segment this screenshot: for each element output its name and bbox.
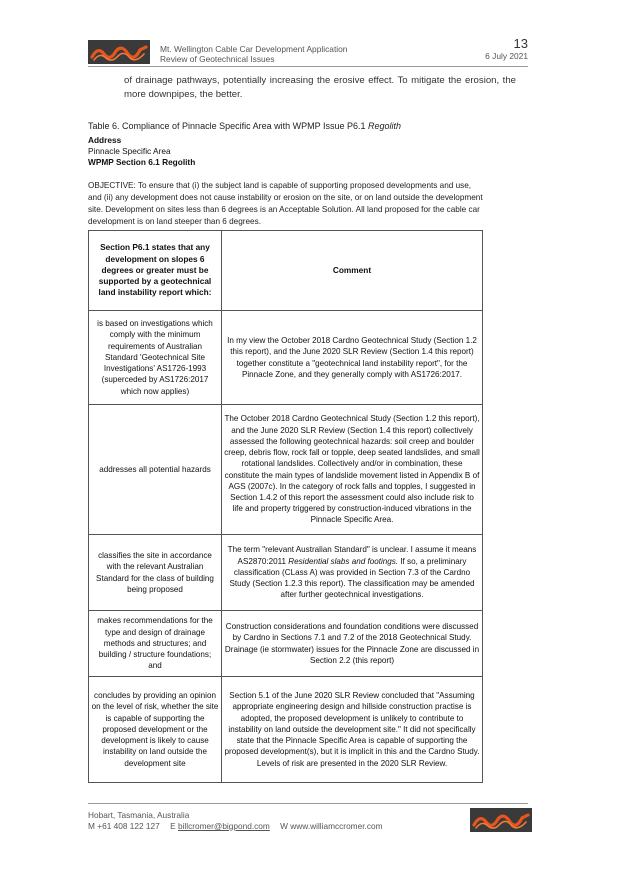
header-comment: Comment	[222, 231, 483, 311]
web-label: W	[280, 821, 288, 831]
header-divider	[88, 66, 528, 67]
comment-italic: Residential slabs and footings.	[288, 556, 399, 566]
table-row	[89, 611, 483, 677]
comment-cell: In my view the October 2018 Cardno Geotechnical Study (Section 1.2 this report), and the June 2020 SLR Review (Section 1.4 this report) together constitute a "geotechnical land instability report", for the Pinnacle Zone, and they generally comply with AS1726:2017.	[222, 311, 483, 405]
requirement-cell: classifies the site in accordance with the relevant Australian Standard for the class of building being proposed	[89, 535, 222, 611]
comment-cell	[222, 535, 483, 611]
table-row	[89, 535, 483, 611]
requirement-cell: addresses all potential hazards	[89, 405, 222, 535]
header-title	[160, 44, 347, 64]
header-requirement: Section P6.1 states that any development on slopes 6 degrees or greater must be supported by a geotechnical land instability report which:	[89, 231, 222, 311]
table-row	[89, 405, 483, 535]
table-meta	[88, 135, 488, 168]
table-row	[89, 311, 483, 405]
wave-logo-icon	[470, 808, 532, 832]
caption-prefix: Table 6. Compliance of Pinnacle Specific Area with WPMP Issue P6.1	[88, 121, 368, 131]
footer	[88, 810, 383, 832]
comment-cell: Section 5.1 of the June 2020 SLR Review concluded that "Assuming appropriate engineering design and hillside construction practise is adopted, the proposed development is unlikely to contribute to instability on land outside the development site." It did not specifically state that the Pinnacle Specific Area is capable of supporting the proposed development(s), but it is implicit in this and the Cardno Study. Levels of risk are presented in the 2020 SLR Review.	[222, 677, 483, 783]
address-value: Pinnacle Specific Area	[88, 146, 171, 156]
requirement-cell: concludes by providing an opinion on the level of risk, whether the site is capable of supporting the proposed development or the development is likely to cause instability on land outside the development site	[89, 677, 222, 783]
compliance-table	[88, 230, 483, 783]
objective-text: OBJECTIVE: To ensure that (i) the subject land is capable of supporting proposed developments and use, and (ii) any development does not cause instability or erosion on the site, or on land outside the development site. Development on sites less than 6 degrees is an Acceptable Solution. All land proposed for the cable car development is on land steeper than 6 degrees.	[88, 181, 483, 226]
wave-logo-icon	[88, 40, 150, 64]
footer-address: Hobart, Tasmania, Australia	[88, 810, 190, 820]
footer-contacts	[88, 821, 383, 832]
phone-number: +61 408 122 127	[97, 821, 160, 831]
requirement-cell: is based on investigations which comply with the minimum requirements of Australian Standard 'Geotechnical Site Investigations' AS1726-1993 (superceded by AS1726:2017 which now applies)	[89, 311, 222, 405]
header-title-line1: Mt. Wellington Cable Car Development Application	[160, 44, 348, 54]
comment-cell: The October 2018 Cardno Geotechnical Study (Section 1.2 this report), and the June 2020 SLR Review (Section 1.4 this report) collectively assessed the following geotechnical hazards: soil creep and boulder creep, debris flow, rock fall or topple, deep seated landslides, and small rotational landslides. Collectively and/or in combination, these constitute the main types of landslide movement listed in Appendix B of AGS (2007c). In the category of rock falls and topples, I suggested in Section 1.4.2 of this report the assessment could also include risk to life and property triggered by construction-induced vibrations in the Pinnacle Specific Area.	[222, 405, 483, 535]
intro-paragraph: of drainage pathways, potentially increasing the erosive effect. To mitigate the erosion, the more downpipes, the better.	[124, 75, 516, 100]
email-label: E	[170, 821, 176, 831]
section-label: WPMP Section 6.1 Regolith	[88, 157, 196, 167]
email-link[interactable]: billcromer@bigpond.com	[177, 821, 270, 831]
table-header-row	[89, 231, 483, 311]
footer-divider	[88, 803, 528, 804]
table-caption	[88, 121, 401, 131]
header-date: 6 July 2021	[485, 51, 528, 61]
caption-italic: Regolith	[367, 121, 402, 131]
requirement-cell: makes recommendations for the type and design of drainage methods and structures; and building / structure foundations; and	[89, 611, 222, 677]
table-row	[89, 677, 483, 783]
header-meta	[485, 37, 528, 62]
header-title-line2: Review of Geotechnical Issues	[160, 54, 275, 64]
page-number: 13	[513, 36, 528, 51]
phone-label: M	[88, 821, 95, 831]
comment-pre: The term "relevant Australian Standard" is unclear. I assume it means AS2870:2011	[227, 545, 477, 566]
comment-cell: Construction considerations and foundation conditions were discussed by Cardno in Sections 7.1 and 7.2 of the 2018 Geotechnical Study. Drainage (ie stormwater) issues for the Pinnacle Zone are discussed in Section 2.2 (this report)	[222, 611, 483, 677]
comment-post: If so, a preliminary classification (CLass A) was provided in Section 7.3 of the Cardno Study (Section 1.2.3 this report). The classification may be amended after further geotechnical investigations.	[229, 556, 475, 600]
web-link[interactable]: www.williamccromer.com	[290, 821, 383, 831]
address-label: Address	[88, 135, 122, 145]
